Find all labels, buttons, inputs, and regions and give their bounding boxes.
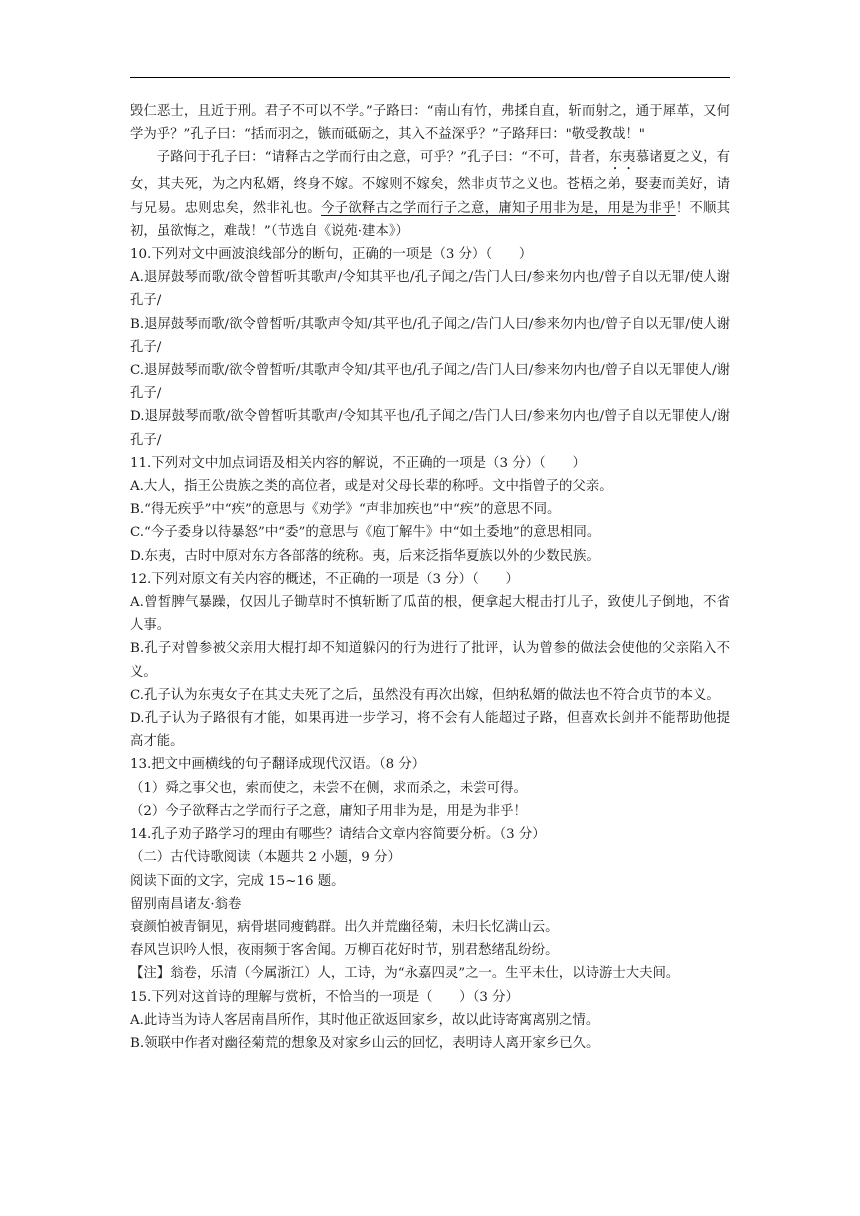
question-13 (130, 753, 730, 823)
question-11-option-a: A.大人，指王公贵族之类的高位者，或是对父母长辈的称呼。文中指曾子的父亲。 (130, 479, 613, 495)
document-body (130, 100, 730, 1055)
poem-line-1: 衰颜怕被青铜见，病骨堪同瘦鹤群。出久并荒幽径菊，未归长忆满山云。 (130, 919, 559, 935)
question-11-stem: 11.下列对文中加点词语及相关内容的解说，不正确的一项是（3 分）（ ） (130, 455, 586, 471)
section-instruction: 阅读下面的文字，完成 15~16 题。 (130, 873, 345, 889)
question-10-option-c: C.退屏鼓琴而歌/欲令曾皙听/其歌声令知/其平也/孔子闻之/告门人曰/参来勿内也/曾子自以无罪使人/谢孔子/ (130, 363, 730, 402)
question-11-option-b: B.“得无疾乎”中“疾”的意思与《劝学》“声非加疾也”中“疾”的意思不同。 (130, 502, 561, 518)
section-heading: （二）古代诗歌阅读（本题共 2 小题，9 分） (130, 850, 401, 866)
poetry-section (130, 846, 730, 1055)
question-10-option-b: B.退屏鼓琴而歌/欲令曾皙听/其歌声令知/其平也/孔子闻之/告门人曰/参来勿内也/曾子自以无罪/使人谢孔子/ (130, 316, 730, 355)
poem-title: 留别南昌诸友·翁卷 (130, 896, 242, 912)
question-12-option-d: D.孔子认为子路很有才能，如果再进一步学习，将不会有人能超过子路，但喜欢长剑并不能帮助他提高才能。 (130, 711, 730, 750)
question-12-option-c: C.孔子认为东夷女子在其丈夫死了之后，虽然没有再次出嫁，但纳私婿的做法也不符合贞节的本义。 (130, 687, 720, 703)
passage-paragraph-2 (130, 146, 730, 243)
header-rule (130, 77, 730, 78)
underlined-sentence: 今子欲释古之学而行子之意，庸知子用非为是，用是为非乎 (321, 200, 676, 216)
question-15-stem: 15.下列对这首诗的理解与赏析，不恰当的一项是（ ）（3 分） (130, 989, 519, 1005)
question-11-option-c: C.“今子委身以待暴怒”中“委”的意思与《庖丁解牛》中“如土委地”的意思相同。 (130, 525, 601, 541)
question-10-stem: 10.下列对文中画波浪线部分的断句，正确的一项是（3 分）（ ） (130, 247, 533, 263)
question-14-stem: 14.孔子劝子路学习的理由有哪些？请结合文章内容简要分析。（3 分） (130, 827, 546, 843)
passage-paragraph-1: 毁仁恶士，且近于刑。君子不可以不学。”子路曰：“南山有竹，弗揉自直，斩而射之，通于犀革，又何学为乎？”孔子曰：“括而羽之，镞而砥砺之，其入不益深乎？”子路拜曰："敬受教哉！" (130, 104, 730, 143)
question-13-sentence-2: （2）今子欲释古之学而行子之意，庸知子用非为是，用是为非乎！ (130, 803, 527, 819)
question-12-stem: 12.下列对原文有关内容的概述，不正确的一项是（3 分）（ ） (130, 571, 519, 587)
note-text: 翁卷，乐清（今属浙江）人，工诗，为“永嘉四灵”之一。生平未仕，以诗游士大夫间。 (170, 966, 680, 982)
passage-p2-text-a: 子路问于孔子曰：“请释古之学而行由之意，可乎？”孔子曰：“不可，昔者， (156, 150, 609, 166)
question-11 (130, 452, 730, 568)
question-10 (130, 243, 730, 452)
question-15-option-b: B.领联中作者对幽径菊荒的想象及对家乡山云的回忆，表明诗人离开家乡已久。 (130, 1035, 600, 1051)
question-13-sentence-1: （1）舜之事父也，索而使之，未尝不在侧，求而杀之，未尝可得。 (130, 780, 527, 796)
passage-p2-text-c: ！不顺其初，虽欲悔之，难哉！”（节选自《说苑·建本》） (130, 200, 731, 239)
poem-note (130, 962, 730, 985)
poem-line-2: 春风岂识吟人恨，夜雨频于客舍闻。万柳百花好时节，别君愁绪乱纷纷。 (130, 943, 559, 959)
note-label: 【注】 (130, 966, 171, 982)
question-12 (130, 568, 730, 754)
question-12-option-a: A.曾皙脾气暴躁，仅因儿子锄草时不慎斩断了瓜苗的根，便拿起大棍击打儿子，致使儿子倒地，不省人事。 (130, 595, 730, 634)
question-14 (130, 823, 730, 846)
question-11-option-d: D.东夷，古时中原对东方各部落的统称。夷，后来泛指华夏族以外的少数民族。 (130, 548, 600, 564)
question-10-option-d: D.退屏鼓琴而歌/欲令曾皙听其歌声/令知其平也/孔子闻之/告门人曰/参来勿内也/曾子自以无罪使人/谢孔子/ (130, 409, 730, 448)
question-15-option-a: A.此诗当为诗人客居南昌所作，其时他正欲返回家乡，故以此诗寄寓离别之情。 (130, 1012, 600, 1028)
question-12-option-b: B.孔子对曾参被父亲用大棍打却不知道躲闪的行为进行了批评，认为曾参的做法会使他的父亲陷入不义。 (130, 641, 730, 680)
dotted-term-dongyi: 东夷 (608, 150, 636, 166)
passage-p2-text-b: 慕诸夏之义，有女，其夫死，为之内私婿，终身不嫁。不嫁则不嫁矣，然非贞节之义也。苍梧之弟，娶妻而美好，请与兄易。忠则忠矣，然非礼也。 (130, 150, 730, 216)
question-13-stem: 13.把文中画横线的句子翻译成现代汉语。（8 分） (130, 757, 426, 773)
question-10-option-a: A.退屏鼓琴而歌/欲令曾皙听其歌声/令知其平也/孔子闻之/告门人曰/参来勿内也/曾子自以无罪/使人谢孔子/ (130, 270, 730, 309)
